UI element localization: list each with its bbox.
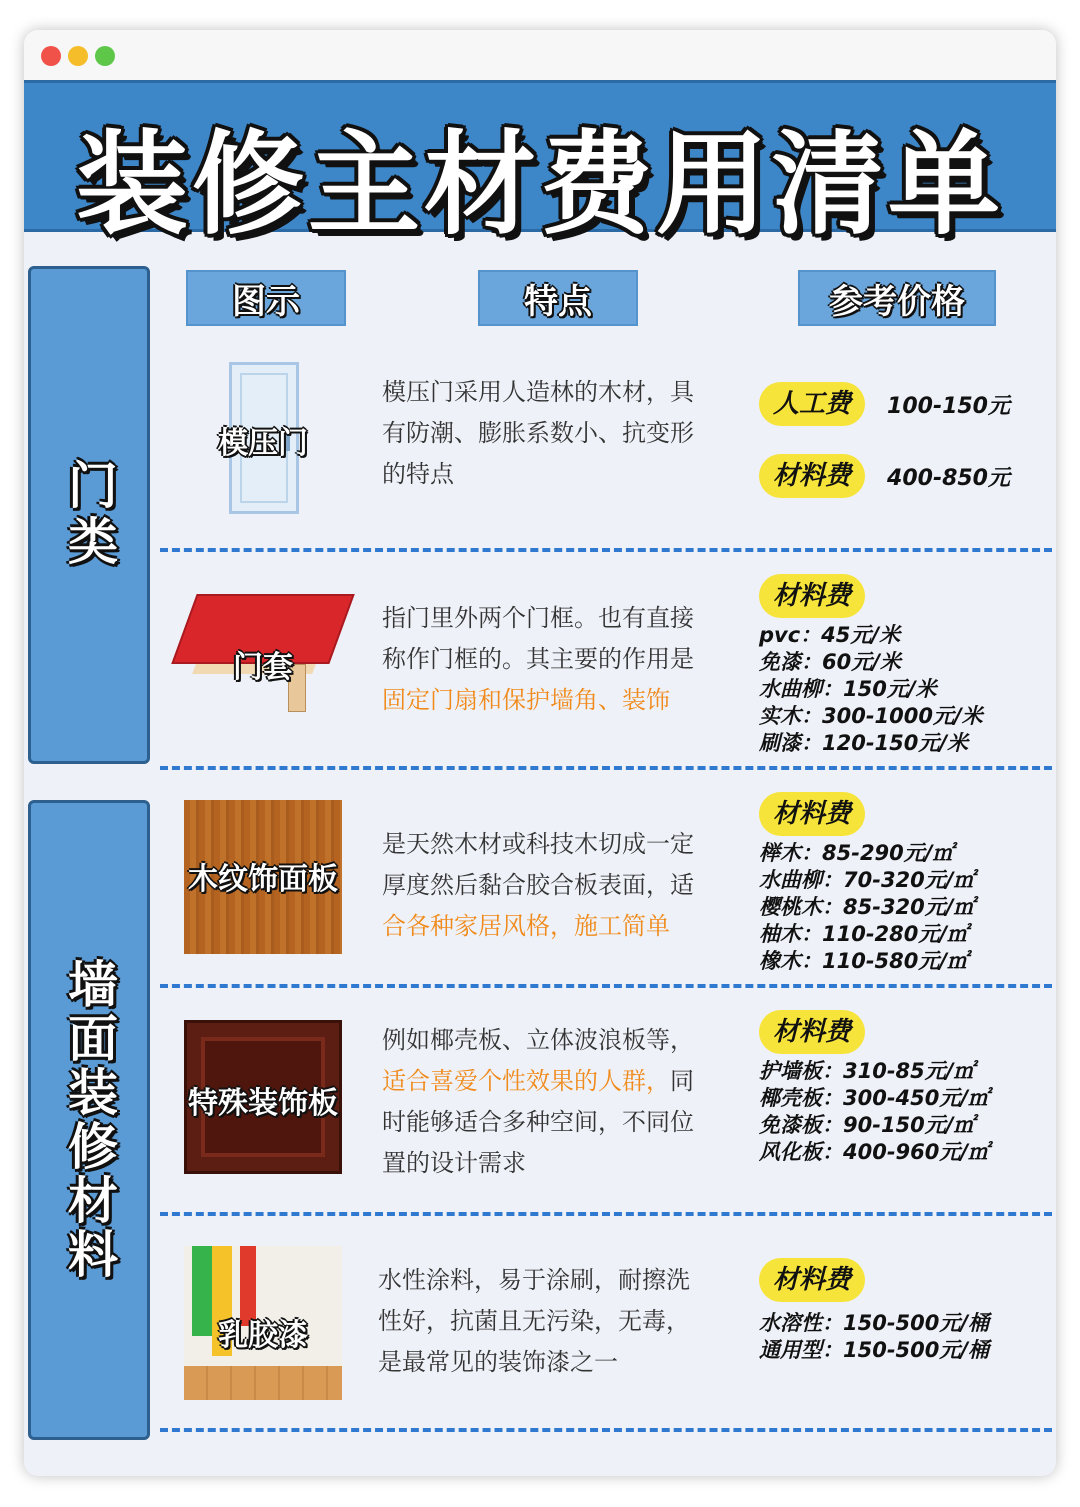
desc-highlight: 固定门扇和保护墙角、装饰	[382, 686, 670, 714]
price-line: 柚木：110-280元/㎡	[759, 922, 969, 946]
price-line: pvc：45元/米	[759, 623, 901, 647]
price-block	[759, 376, 1054, 504]
thumb-label: 模压门	[218, 426, 308, 461]
header-feature: 特点	[478, 270, 638, 326]
price-line: 橡木：110-580元/㎡	[759, 949, 969, 973]
price-line: 护墙板：310-85元/㎡	[759, 1059, 975, 1083]
title-banner	[24, 80, 1056, 250]
price-block	[759, 1010, 1054, 1166]
price-list	[759, 622, 1054, 757]
category-door-label: 门类	[60, 459, 118, 571]
infographic-window	[24, 30, 1056, 1476]
price-line: 椰壳板：300-450元/㎡	[759, 1086, 990, 1110]
row-door-frame	[154, 570, 1056, 760]
price-list	[759, 1058, 1054, 1166]
price-line: 榉木：85-290元/㎡	[759, 841, 954, 865]
desc-line: 模压门采用人造林的木材，具	[382, 378, 694, 406]
desc-tail: 同	[670, 1067, 694, 1095]
page-title: 装修主材费用清单	[76, 120, 1004, 250]
fee-badge: 材料费	[759, 792, 865, 836]
row-description	[382, 372, 727, 495]
category-wall-label: 墙面装修材料	[60, 958, 118, 1282]
fee-value: 400-850元	[887, 465, 1010, 491]
price-block	[759, 1258, 1054, 1364]
row-molded-door	[154, 360, 1056, 520]
price-line: 实木：300-1000元/米	[759, 704, 983, 728]
minimize-dot-icon[interactable]	[68, 46, 88, 66]
desc-line: 性好，抗菌且无污染，无毒，	[378, 1307, 690, 1335]
row-divider	[160, 766, 1052, 770]
desc-line: 称作门框的。其主要的作用是	[382, 645, 694, 673]
price-line: 风化板：400-960元/㎡	[759, 1140, 990, 1164]
desc-highlight: 合各种家居风格，施工简单	[382, 912, 670, 940]
desc-line: 是天然木材或科技木切成一定	[382, 830, 694, 858]
price-list	[759, 840, 1054, 975]
fee-value: 100-150元	[887, 393, 1010, 419]
row-wood-veneer	[154, 788, 1056, 978]
price-line: 通用型：150-500元/桶	[759, 1338, 990, 1362]
thumb-label: 门套	[233, 650, 293, 685]
row-divider	[160, 548, 1052, 552]
price-line: 水溶性：150-500元/桶	[759, 1311, 990, 1335]
price-line: 水曲柳：70-320元/㎡	[759, 868, 975, 892]
fee-badge: 人工费	[759, 382, 865, 426]
row-divider	[160, 1212, 1052, 1216]
fee-badge: 材料费	[759, 574, 865, 618]
fee-badge: 材料费	[759, 1010, 865, 1054]
desc-line: 是最常见的装饰漆之一	[378, 1348, 618, 1376]
desc-line	[382, 1061, 727, 1102]
desc-line: 的特点	[382, 460, 454, 488]
window-title-bar	[24, 30, 1056, 80]
category-wall	[28, 800, 150, 1440]
row-description	[382, 1020, 727, 1184]
fee-row	[759, 376, 1054, 432]
row-special-board	[154, 1006, 1056, 1206]
wood-veneer-image	[184, 800, 342, 954]
thumb-label: 乳胶漆	[218, 1318, 308, 1353]
category-door	[28, 266, 150, 764]
desc-line: 置的设计需求	[382, 1149, 526, 1177]
fee-badge: 材料费	[759, 1258, 865, 1302]
desc-line: 有防潮、膨胀系数小、抗变形	[382, 419, 694, 447]
header-image: 图示	[186, 270, 346, 326]
price-line: 刷漆：120-150元/米	[759, 731, 969, 755]
row-divider	[160, 984, 1052, 988]
desc-line: 例如椰壳板、立体波浪板等，	[382, 1026, 694, 1054]
row-latex-paint	[154, 1234, 1056, 1414]
header-price: 参考价格	[798, 270, 996, 326]
molded-door-image	[184, 362, 342, 516]
price-line: 樱桃木：85-320元/㎡	[759, 895, 975, 919]
desc-line: 指门里外两个门框。也有直接	[382, 604, 694, 632]
desc-line: 时能够适合多种空间，不同位	[382, 1108, 694, 1136]
row-description	[382, 824, 727, 947]
row-description	[378, 1260, 723, 1383]
fee-badge: 材料费	[759, 454, 865, 498]
price-block	[759, 792, 1054, 975]
price-line: 免漆：60元/米	[759, 650, 901, 674]
fee-row	[759, 448, 1054, 504]
price-block	[759, 574, 1054, 757]
special-board-image	[184, 1020, 342, 1174]
desc-line: 厚度然后黏合胶合板表面，适	[382, 871, 694, 899]
latex-paint-image	[184, 1246, 342, 1400]
thumb-label: 特殊装饰板	[188, 1086, 338, 1121]
thumb-label: 木纹饰面板	[188, 862, 338, 897]
close-dot-icon[interactable]	[41, 46, 61, 66]
price-line: 免漆板：90-150元/㎡	[759, 1113, 975, 1137]
row-description	[382, 598, 727, 721]
price-list	[759, 1310, 1054, 1364]
row-divider	[160, 1428, 1052, 1432]
maximize-dot-icon[interactable]	[95, 46, 115, 66]
door-frame-image	[184, 584, 342, 738]
price-line: 水曲柳：150元/米	[759, 677, 937, 701]
desc-highlight: 适合喜爱个性效果的人群，	[382, 1067, 670, 1095]
desc-line: 水性涂料，易于涂刷，耐擦洗	[378, 1266, 690, 1294]
